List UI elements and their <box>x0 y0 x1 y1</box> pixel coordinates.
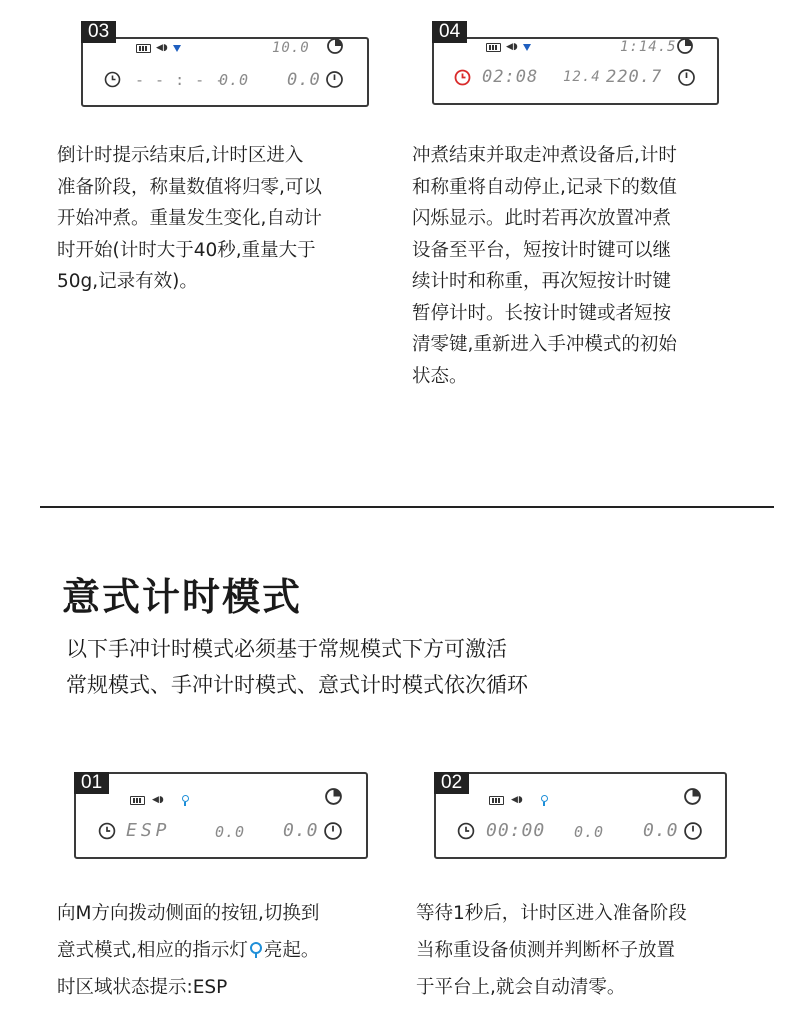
battery-icon <box>486 43 501 52</box>
speaker-icon: ◀◗ <box>506 42 518 52</box>
description-line: 设备至平台，短按计时键可以继 <box>412 239 672 261</box>
mid-value-readout: 12.4 <box>563 69 601 85</box>
pie-timer-icon <box>326 37 344 55</box>
section-subtitle-line: 常规模式、手冲计时模式、意式计时模式依次循环 <box>66 673 528 697</box>
mid-value-readout: 0.0 <box>215 823 246 841</box>
weight-top-readout: 10.0 <box>272 40 310 56</box>
card-02-description <box>416 895 766 1006</box>
status-icons <box>130 795 189 806</box>
battery-icon <box>489 796 504 805</box>
scale-display-panel <box>434 772 727 859</box>
description-line: 50g,记录有效)。 <box>57 271 198 292</box>
scale-display-panel <box>74 772 368 859</box>
card-01-description <box>57 895 402 1006</box>
speaker-icon: ◀◗ <box>511 795 523 805</box>
description-line: 闪烁显示。此时若再次放置冲煮 <box>412 208 672 229</box>
cup-icon <box>523 44 531 51</box>
status-icons <box>486 43 531 52</box>
power-icon <box>325 70 344 89</box>
description-line: 清零键,重新进入手冲模式的初始 <box>412 334 677 355</box>
card-03-description <box>57 140 397 298</box>
battery-icon <box>136 44 151 53</box>
status-icons <box>136 44 181 53</box>
mid-value-readout: 0.0 <box>219 71 250 89</box>
description-line: 准备阶段，称量数值将归零,可以 <box>57 176 322 198</box>
mid-value-readout: 0.0 <box>574 823 605 841</box>
description-line: 冲煮结束并取走冲煮设备后,计时 <box>412 145 677 166</box>
pie-timer-icon <box>683 787 702 806</box>
weight-readout: 220.7 <box>606 67 663 87</box>
weight-readout: 0.0 <box>643 820 679 841</box>
description-line: 向M方向拨动侧面的按钮,切换到 <box>57 903 320 924</box>
description-line: 暂停计时。长按计时键或者短按 <box>412 302 672 324</box>
location-pin-icon <box>250 942 262 958</box>
clock-icon <box>457 822 475 840</box>
power-icon <box>323 821 343 841</box>
speaker-icon: ◀◗ <box>156 43 168 53</box>
status-icons <box>489 795 548 806</box>
timer-readout: - - : - - <box>135 71 226 89</box>
pie-timer-icon <box>676 37 694 55</box>
pie-timer-icon <box>324 787 343 806</box>
clock-icon <box>104 71 121 88</box>
clock-icon <box>454 69 471 86</box>
speaker-icon: ◀◗ <box>152 795 164 805</box>
section-subtitle-line: 以下手冲计时模式必须基于常规模式下方可激活 <box>66 637 507 661</box>
description-line: 状态。 <box>412 365 468 387</box>
location-pin-icon <box>540 795 548 806</box>
description-line: 开始冲煮。重量发生变化,自动计 <box>57 208 322 229</box>
weight-top-readout: 1:14.5 <box>620 39 677 55</box>
description-line: 和称重将自动停止,记录下的数值 <box>412 176 677 198</box>
description-line: 时区域状态提示:ESP <box>57 977 228 998</box>
timer-readout: 02:08 <box>482 67 539 87</box>
step-badge: 01 <box>74 772 109 794</box>
weight-readout: 0.0 <box>283 820 319 841</box>
description-text: 意式模式,相应的指示灯 <box>57 940 248 961</box>
weight-readout: 0.0 <box>287 70 321 90</box>
location-pin-icon <box>181 795 189 806</box>
description-line <box>57 932 402 969</box>
timer-readout: 00:00 <box>486 820 546 841</box>
timer-readout: ESP <box>126 820 171 841</box>
description-line: 时开始(计时大于40秒,重量大于 <box>57 239 316 261</box>
power-icon <box>683 821 703 841</box>
description-line: 倒计时提示结束后,计时区进入 <box>57 145 304 166</box>
description-line: 等待1秒后，计时区进入准备阶段 <box>416 903 687 924</box>
description-text: 亮起。 <box>263 940 320 961</box>
step-badge: 02 <box>434 772 469 794</box>
cup-icon <box>173 45 181 52</box>
description-line: 于平台上,就会自动清零。 <box>416 977 626 998</box>
clock-icon <box>98 822 116 840</box>
step-badge: 03 <box>81 21 116 43</box>
description-line: 当称重设备侦测并判断杯子放置 <box>416 940 676 961</box>
section-title: 意式计时模式 <box>62 575 303 619</box>
power-icon <box>677 68 696 87</box>
step-badge: 04 <box>432 21 467 43</box>
section-divider <box>40 506 774 508</box>
battery-icon <box>130 796 145 805</box>
description-line: 续计时和称重，再次短按计时键 <box>412 271 672 292</box>
card-04-description <box>412 140 752 392</box>
